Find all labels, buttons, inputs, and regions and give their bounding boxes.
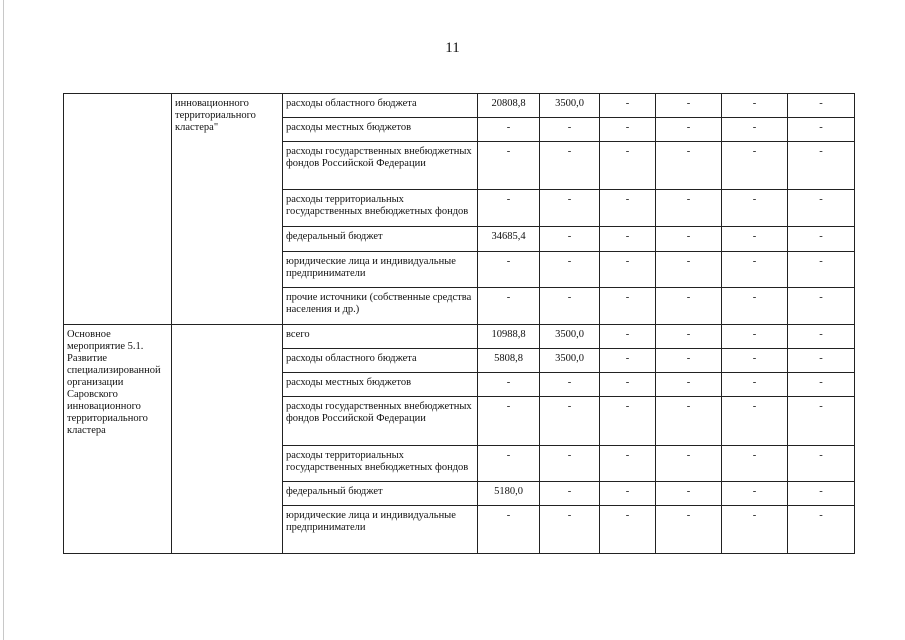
value-cell: - xyxy=(788,190,855,227)
table-group-event-5-1 xyxy=(64,325,855,554)
value-cell: - xyxy=(656,506,722,554)
value-cell: - xyxy=(788,482,855,506)
value-cell: - xyxy=(722,227,788,252)
value-cell: - xyxy=(540,227,600,252)
value-cell: 34685,4 xyxy=(478,227,540,252)
value-cell: - xyxy=(656,288,722,325)
value-cell: - xyxy=(656,118,722,142)
value-cell: - xyxy=(656,325,722,349)
value-cell: - xyxy=(600,142,656,190)
value-cell: - xyxy=(788,349,855,373)
value-cell: - xyxy=(722,397,788,446)
value-cell: 3500,0 xyxy=(540,325,600,349)
value-cell: - xyxy=(656,349,722,373)
value-cell: - xyxy=(600,506,656,554)
value-cell: - xyxy=(540,373,600,397)
value-cell: - xyxy=(600,482,656,506)
value-cell: - xyxy=(722,325,788,349)
value-cell: - xyxy=(478,397,540,446)
value-cell: 3500,0 xyxy=(540,349,600,373)
funding-source-cell: расходы областного бюджета xyxy=(283,94,478,118)
page-number: 11 xyxy=(445,40,460,56)
value-cell: - xyxy=(478,252,540,288)
value-cell: - xyxy=(600,446,656,482)
value-cell: - xyxy=(722,482,788,506)
funding-source-cell: расходы государственных внебюджетных фондов Российской Федерации xyxy=(283,142,478,190)
value-cell: 20808,8 xyxy=(478,94,540,118)
table-row xyxy=(64,94,855,118)
value-cell: - xyxy=(600,227,656,252)
value-cell: - xyxy=(656,94,722,118)
value-cell: - xyxy=(788,252,855,288)
value-cell: - xyxy=(478,506,540,554)
value-cell: - xyxy=(600,397,656,446)
value-cell: - xyxy=(656,190,722,227)
funding-source-cell: юридические лица и индивидуальные предприниматели xyxy=(283,252,478,288)
value-cell: - xyxy=(540,397,600,446)
value-cell: - xyxy=(722,142,788,190)
funding-source-cell: расходы территориальных государственных внебюджетных фондов xyxy=(283,190,478,227)
value-cell: - xyxy=(788,94,855,118)
value-cell: - xyxy=(656,142,722,190)
event-name-cell xyxy=(64,94,172,325)
value-cell: 5808,8 xyxy=(478,349,540,373)
event-name-cell: Основное мероприятие 5.1. Развитие специализированной организации Саровского инновационного территориального кластера xyxy=(64,325,172,554)
subprogram-name-cell xyxy=(172,325,283,554)
value-cell: - xyxy=(788,506,855,554)
value-cell: - xyxy=(788,373,855,397)
value-cell: - xyxy=(600,94,656,118)
value-cell: - xyxy=(478,373,540,397)
value-cell: - xyxy=(600,252,656,288)
value-cell: - xyxy=(600,118,656,142)
funding-source-cell: расходы местных бюджетов xyxy=(283,118,478,142)
funding-source-cell: юридические лица и индивидуальные предприниматели xyxy=(283,506,478,554)
value-cell: - xyxy=(478,288,540,325)
value-cell: - xyxy=(656,252,722,288)
funding-source-cell: федеральный бюджет xyxy=(283,227,478,252)
value-cell: - xyxy=(540,482,600,506)
value-cell: - xyxy=(722,288,788,325)
funding-source-cell: расходы местных бюджетов xyxy=(283,373,478,397)
value-cell: 10988,8 xyxy=(478,325,540,349)
value-cell: - xyxy=(722,349,788,373)
value-cell: 3500,0 xyxy=(540,94,600,118)
value-cell: - xyxy=(722,190,788,227)
value-cell: - xyxy=(540,446,600,482)
funding-source-cell: всего xyxy=(283,325,478,349)
value-cell: - xyxy=(600,349,656,373)
budget-table xyxy=(63,93,855,554)
value-cell: - xyxy=(722,252,788,288)
value-cell: - xyxy=(656,482,722,506)
value-cell: - xyxy=(788,288,855,325)
value-cell: - xyxy=(540,252,600,288)
value-cell: - xyxy=(540,288,600,325)
value-cell: - xyxy=(656,446,722,482)
value-cell: - xyxy=(600,288,656,325)
table-group-continued xyxy=(64,94,855,325)
value-cell: - xyxy=(540,506,600,554)
value-cell: - xyxy=(540,142,600,190)
value-cell: - xyxy=(722,373,788,397)
value-cell: 5180,0 xyxy=(478,482,540,506)
subprogram-name-cell: инновационного территориального кластера" xyxy=(172,94,283,325)
funding-source-cell: расходы территориальных государственных внебюджетных фондов xyxy=(283,446,478,482)
table-row xyxy=(64,325,855,349)
value-cell: - xyxy=(788,446,855,482)
value-cell: - xyxy=(788,227,855,252)
value-cell: - xyxy=(722,506,788,554)
value-cell: - xyxy=(722,118,788,142)
value-cell: - xyxy=(478,118,540,142)
funding-source-cell: расходы областного бюджета xyxy=(283,349,478,373)
value-cell: - xyxy=(656,397,722,446)
value-cell: - xyxy=(540,190,600,227)
value-cell: - xyxy=(540,118,600,142)
value-cell: - xyxy=(600,373,656,397)
value-cell: - xyxy=(788,142,855,190)
value-cell: - xyxy=(656,227,722,252)
value-cell: - xyxy=(788,325,855,349)
value-cell: - xyxy=(478,446,540,482)
value-cell: - xyxy=(788,118,855,142)
value-cell: - xyxy=(722,94,788,118)
funding-source-cell: федеральный бюджет xyxy=(283,482,478,506)
value-cell: - xyxy=(656,373,722,397)
funding-source-cell: прочие источники (собственные средства населения и др.) xyxy=(283,288,478,325)
value-cell: - xyxy=(478,190,540,227)
value-cell: - xyxy=(600,190,656,227)
value-cell: - xyxy=(788,397,855,446)
value-cell: - xyxy=(478,142,540,190)
value-cell: - xyxy=(600,325,656,349)
value-cell: - xyxy=(722,446,788,482)
funding-source-cell: расходы государственных внебюджетных фондов Российской Федерации xyxy=(283,397,478,446)
scan-edge-line xyxy=(3,0,4,640)
